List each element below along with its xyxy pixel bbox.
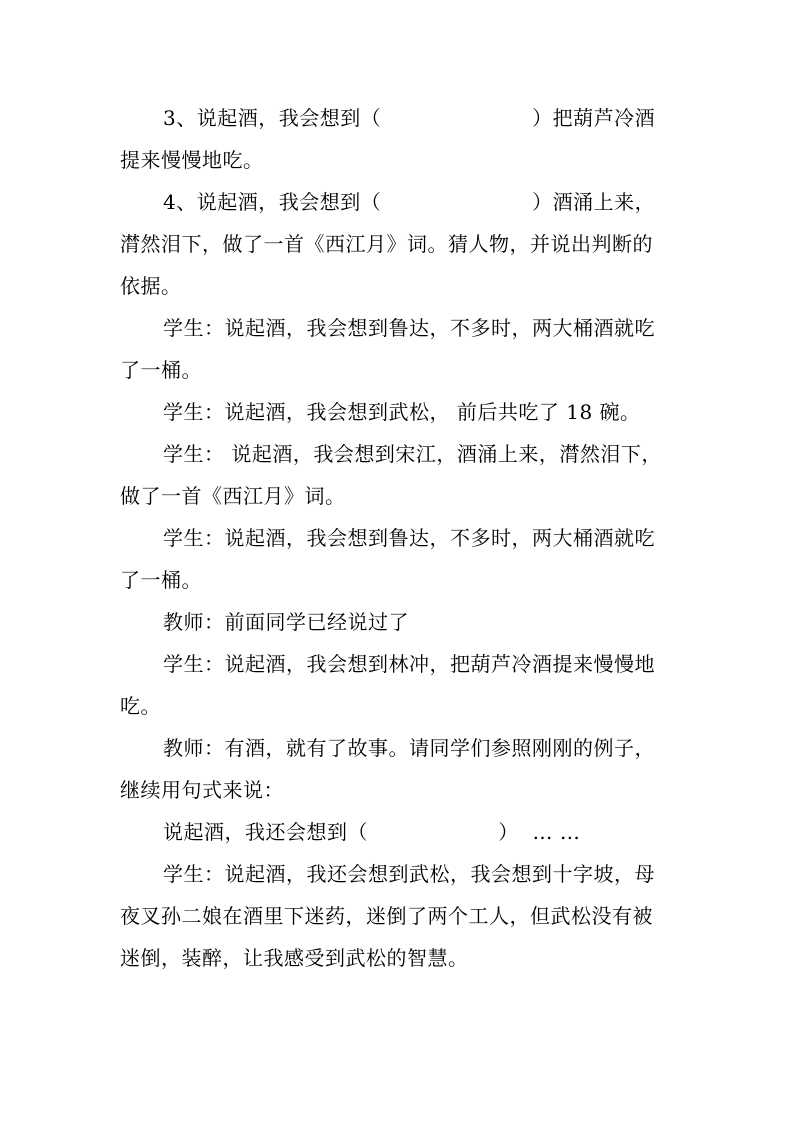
student-answer-3-line-2: 做了一首《西江月》词。	[120, 484, 346, 508]
question-4-line-2: 潸然泪下，做了一首《西江月》词。猜人物，并说出判断的	[120, 232, 653, 256]
student-answer-5-line-2: 吃。	[120, 694, 161, 718]
student-answer-2: 学生：说起酒，我会想到武松， 前后共吃了 18 碗。	[163, 400, 641, 424]
question-4-line-3: 依据。	[120, 274, 182, 298]
question-4-line-1: 4、说起酒，我会想到（ ）酒涌上来，	[163, 190, 656, 214]
student-answer-4-line-1: 学生：说起酒，我会想到鲁达，不多时，两大桶酒就吃	[163, 526, 655, 550]
student-answer-6-line-1: 学生：说起酒，我还会想到武松，我会想到十字坡，母	[163, 862, 655, 886]
student-answer-4-line-2: 了一桶。	[120, 568, 202, 592]
question-3-line-2: 提来慢慢地吃。	[120, 148, 264, 172]
teacher-remark-1: 教师：前面同学已经说过了	[163, 610, 409, 634]
teacher-remark-2-line-2: 继续用句式来说：	[120, 778, 284, 802]
student-answer-1-line-1: 学生：说起酒，我会想到鲁达，不多时，两大桶酒就吃	[163, 316, 655, 340]
student-answer-5-line-1: 学生：说起酒，我会想到林冲，把葫芦冷酒提来慢慢地	[163, 652, 655, 676]
student-answer-1-line-2: 了一桶。	[120, 358, 202, 382]
sentence-pattern: 说起酒，我还会想到（ ） … …	[163, 820, 581, 844]
student-answer-6-line-3: 迷倒，装醉，让我感受到武松的智慧。	[120, 946, 469, 970]
teacher-remark-2-line-1: 教师：有酒，就有了故事。请同学们参照刚刚的例子，	[163, 736, 655, 760]
question-3-line-1: 3、说起酒，我会想到（ ）把葫芦冷酒	[163, 106, 656, 130]
student-answer-6-line-2: 夜叉孙二娘在酒里下迷药，迷倒了两个工人，但武松没有被	[120, 904, 653, 928]
student-answer-3-line-1: 学生： 说起酒，我会想到宋江，酒涌上来，潸然泪下，	[163, 442, 662, 466]
